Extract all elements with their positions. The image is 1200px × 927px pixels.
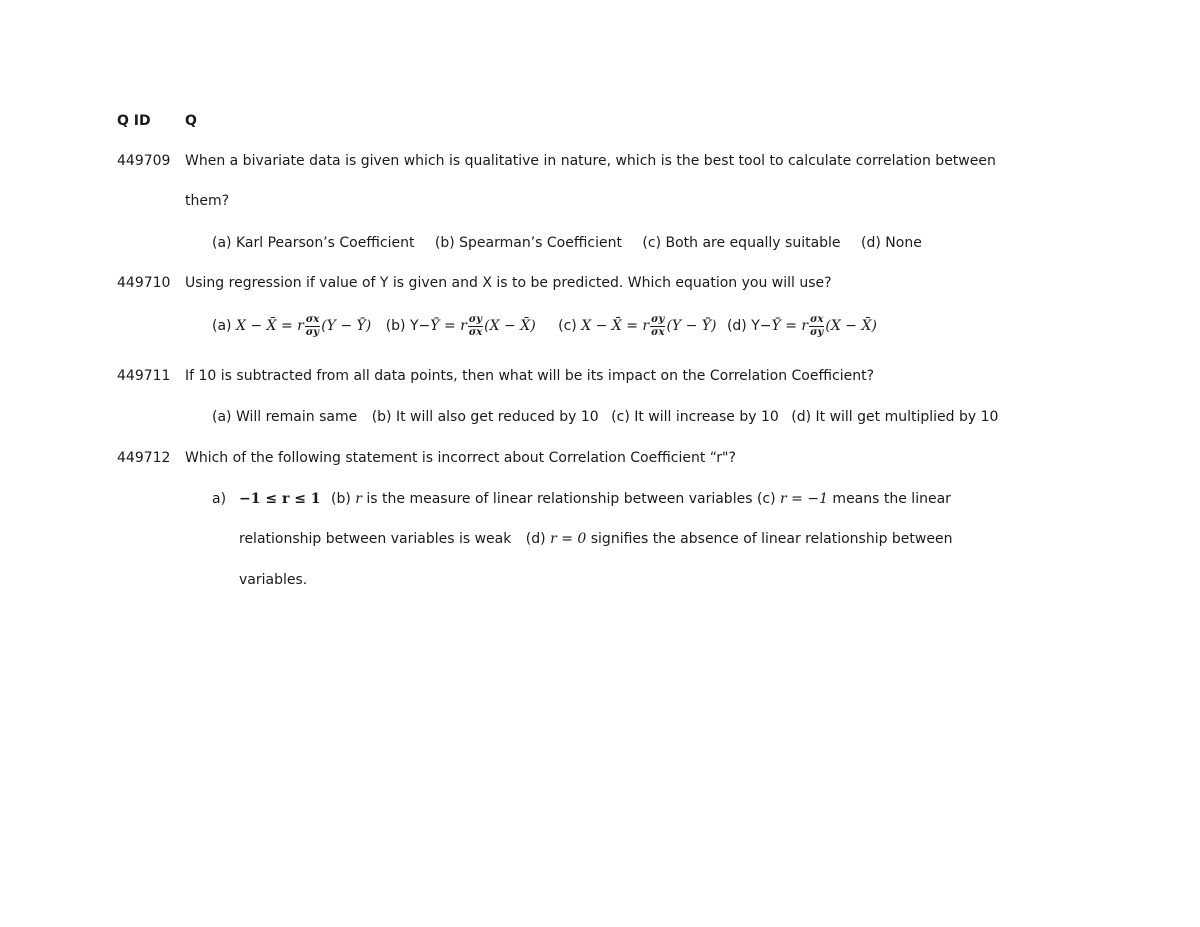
fraction (305, 314, 320, 339)
option-line (239, 530, 952, 548)
fraction-denominator: σy (810, 326, 824, 338)
option-list (212, 408, 998, 426)
equation-rhs: (Y − Ȳ) (666, 318, 717, 334)
option-label: (c) (558, 318, 582, 334)
option-c: (c) It will increase by 10 (611, 409, 779, 425)
question-text: When a bivariate data is given which is qualitative in nature, which is the best tool to calculate correlation between (185, 153, 996, 169)
fraction (468, 314, 483, 339)
header-q: Q (185, 113, 197, 129)
fraction (650, 314, 665, 339)
option-a: (a) Karl Pearson’s Coefficient (212, 235, 415, 251)
question-id: 449712 (117, 450, 171, 466)
fraction-denominator: σx (468, 326, 483, 338)
equation-rhs: (X − X̄) (825, 318, 877, 334)
option-label: (d) (726, 318, 752, 334)
option-d-text-continued: variables. (239, 572, 308, 588)
option-d-label: (d) (525, 531, 551, 547)
question-text-continued: them? (185, 193, 230, 209)
fraction-numerator: σx (305, 313, 320, 325)
option-d: (d) None (861, 235, 922, 251)
equation-prefix: Y− (751, 318, 772, 334)
equation-rhs: (X − X̄) (484, 318, 536, 334)
option-a-label: a) (212, 491, 227, 507)
option-b-var: r (355, 491, 362, 507)
question-id: 449710 (117, 275, 171, 291)
option-label: (b) (385, 318, 410, 334)
option-b (386, 312, 536, 340)
option-list (212, 234, 922, 252)
question-id: 449709 (117, 153, 171, 169)
option-c-math: r = −1 (780, 491, 828, 507)
header-qid: Q ID (117, 113, 151, 129)
equation-rhs: (Y − Ȳ) (321, 318, 372, 334)
equation-lhs: X − X̄ = r (235, 318, 304, 334)
fraction-numerator: σx (810, 313, 824, 325)
option-a (212, 312, 371, 340)
question-text: Which of the following statement is incorrect about Correlation Coefficient “r"? (185, 450, 736, 466)
option-label: (a) (212, 318, 236, 334)
question-id: 449711 (117, 368, 171, 384)
option-c: (c) Both are equally suitable (642, 235, 841, 251)
equation-lhs: Ȳ = r (771, 318, 809, 334)
fraction-numerator: σy (468, 313, 483, 325)
option-line (239, 490, 951, 508)
fraction-denominator: σy (305, 326, 320, 338)
fraction-numerator: σy (651, 313, 665, 325)
option-b: (b) It will also get reduced by 10 (371, 409, 599, 425)
option-b: (b) Spearman’s Coefficient (434, 235, 622, 251)
option-d: (d) It will get multiplied by 10 (791, 409, 999, 425)
option-d (727, 312, 877, 340)
option-a: (a) Will remain same (212, 409, 358, 425)
equation-prefix: Y− (409, 318, 431, 334)
option-a-math: −1 ≤ r ≤ 1 (239, 491, 321, 507)
option-c (558, 312, 716, 340)
option-d-text: signifies the absence of linear relationship between (586, 531, 953, 547)
equation-lhs: X − X̄ = r (581, 318, 650, 334)
option-c-text-continued: relationship between variables is weak (239, 531, 512, 547)
equation-lhs: Ȳ = r (430, 318, 467, 334)
question-text: If 10 is subtracted from all data points, then what will be its impact on the Correlation Coefficient? (185, 368, 875, 384)
option-c-text: means the linear (827, 491, 951, 507)
option-b-label: (b) (331, 491, 356, 507)
fraction-denominator: σx (651, 326, 665, 338)
option-b-text: is the measure of linear relationship between variables (361, 491, 757, 507)
option-d-math: r = 0 (550, 531, 587, 547)
option-list (212, 312, 877, 340)
fraction (809, 314, 824, 339)
question-text: Using regression if value of Y is given and X is to be predicted. Which equation you will use? (185, 275, 832, 291)
option-c-label: (c) (756, 491, 781, 507)
